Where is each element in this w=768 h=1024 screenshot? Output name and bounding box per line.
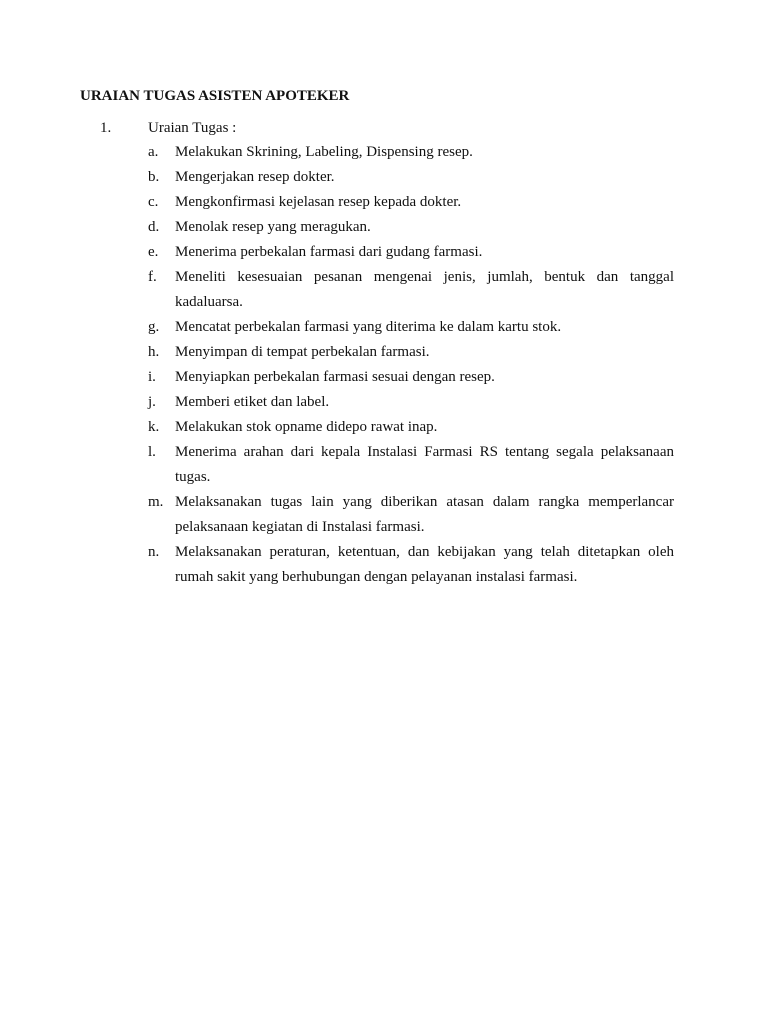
section-number: 1. bbox=[100, 120, 112, 136]
task-item-marker: m. bbox=[148, 494, 164, 510]
task-item-text: Menolak resep yang meragukan. bbox=[175, 219, 371, 235]
task-item bbox=[148, 340, 674, 365]
task-item-marker: i. bbox=[148, 369, 156, 385]
task-item-marker: d. bbox=[148, 219, 160, 235]
task-item-marker: k. bbox=[148, 419, 160, 435]
task-list bbox=[148, 140, 674, 590]
task-item-text: Memberi etiket dan label. bbox=[175, 394, 330, 410]
task-item bbox=[148, 490, 674, 540]
task-item-text: Mengerjakan resep dokter. bbox=[175, 169, 335, 185]
task-item-text: Meneliti kesesuaian pesanan mengenai jenis, jumlah, bentuk dan tanggal kadaluarsa. bbox=[175, 269, 674, 310]
document-title: URAIAN TUGAS ASISTEN APOTEKER bbox=[80, 88, 350, 104]
task-item-marker: j. bbox=[148, 394, 156, 410]
task-item bbox=[148, 215, 674, 240]
task-item-text: Menerima perbekalan farmasi dari gudang farmasi. bbox=[175, 244, 483, 260]
task-item-text: Menerima arahan dari kepala Instalasi Farmasi RS tentang segala pelaksanaan tugas. bbox=[175, 444, 674, 485]
task-item-marker: f. bbox=[148, 269, 157, 285]
task-item bbox=[148, 315, 674, 340]
task-item-marker: l. bbox=[148, 444, 156, 460]
section-heading: Uraian Tugas : bbox=[148, 120, 237, 136]
task-item-marker: g. bbox=[148, 319, 160, 335]
task-item bbox=[148, 440, 674, 490]
task-item-marker: a. bbox=[148, 144, 159, 160]
task-item-marker: e. bbox=[148, 244, 159, 260]
task-item bbox=[148, 190, 674, 215]
task-item-text: Menyiapkan perbekalan farmasi sesuai dengan resep. bbox=[175, 369, 495, 385]
task-item bbox=[148, 390, 674, 415]
task-item-text: Mengkonfirmasi kejelasan resep kepada dokter. bbox=[175, 194, 462, 210]
task-item-marker: h. bbox=[148, 344, 160, 360]
task-item bbox=[148, 415, 674, 440]
task-item bbox=[148, 265, 674, 315]
task-item bbox=[148, 240, 674, 265]
task-item-text: Melakukan stok opname didepo rawat inap. bbox=[175, 419, 438, 435]
task-item bbox=[148, 540, 674, 590]
task-item-marker: n. bbox=[148, 544, 160, 560]
task-item-text: Menyimpan di tempat perbekalan farmasi. bbox=[175, 344, 430, 360]
task-item bbox=[148, 165, 674, 190]
task-item bbox=[148, 140, 674, 165]
task-item-text: Mencatat perbekalan farmasi yang diterima ke dalam kartu stok. bbox=[175, 319, 562, 335]
task-item-text: Melakukan Skrining, Labeling, Dispensing resep. bbox=[175, 144, 473, 160]
task-item bbox=[148, 365, 674, 390]
task-item-marker: b. bbox=[148, 169, 160, 185]
task-item-text: Melaksanakan tugas lain yang diberikan atasan dalam rangka memperlancar pelaksanaan kegiatan di Instalasi farmasi. bbox=[175, 494, 674, 535]
task-item-marker: c. bbox=[148, 194, 159, 210]
task-item-text: Melaksanakan peraturan, ketentuan, dan kebijakan yang telah ditetapkan oleh rumah sakit yang berhubungan dengan pelayanan instalasi farmasi. bbox=[175, 544, 674, 585]
